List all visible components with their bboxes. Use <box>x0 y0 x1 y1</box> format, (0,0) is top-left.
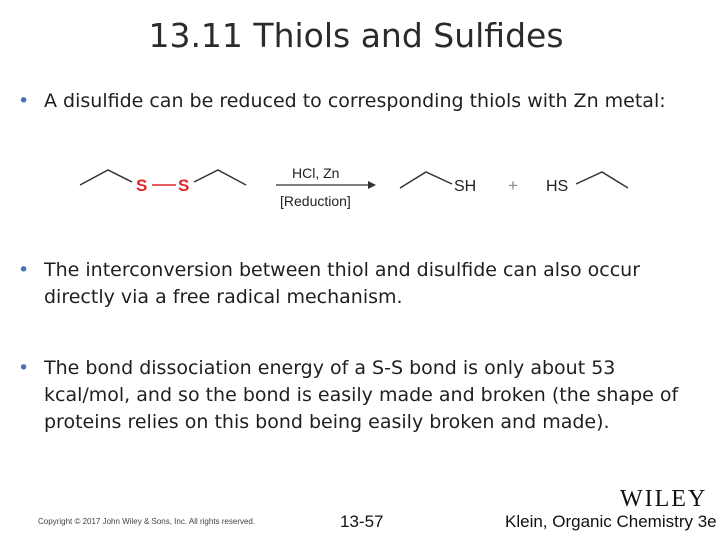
bullet-text: The interconversion between thiol and disulfide can also occur directly via a free radical mechanism. <box>44 259 641 308</box>
bullet-interconversion <box>18 257 698 311</box>
page-number: 13-57 <box>340 512 384 531</box>
condition-label: [Reduction] <box>280 193 351 209</box>
product2-thiol-group: HS <box>546 178 569 195</box>
bullet-dot: • <box>18 259 30 281</box>
copyright-notice: Copyright © 2017 John Wiley & Sons, Inc. All rights reserved. <box>38 517 256 526</box>
reaction-arrowhead <box>368 181 376 189</box>
reactant-right-chain <box>194 170 246 185</box>
reactant-sulfur-2: S <box>178 176 190 195</box>
wiley-logo: WILEY <box>620 486 708 512</box>
reactant-sulfur-1: S <box>136 176 148 195</box>
bullet-reduction <box>18 88 698 115</box>
bullet-text: The bond dissociation energy of a S-S bond is only about 53 kcal/mol, and so the bond is easily made and broken (the shape of proteins relies on this bond being easily broken and made). <box>44 357 679 433</box>
reagent-label: HCl, Zn <box>292 165 340 181</box>
slide-title: 13.11 Thiols and Sulfides <box>148 16 564 55</box>
product1-chain <box>400 172 452 188</box>
book-citation: Klein, Organic Chemistry 3e <box>505 512 717 531</box>
bullet-dot: • <box>18 90 30 112</box>
product1-thiol-group: SH <box>454 178 477 195</box>
disulfide-reduction-scheme <box>70 160 650 220</box>
plus-sign: + <box>508 176 518 195</box>
reactant-left-chain <box>80 170 132 185</box>
bullet-dot: • <box>18 357 30 379</box>
product2-chain <box>576 172 628 188</box>
bullet-text: A disulfide can be reduced to corresponding thiols with Zn metal: <box>44 90 666 112</box>
bullet-bond-energy <box>18 355 698 436</box>
